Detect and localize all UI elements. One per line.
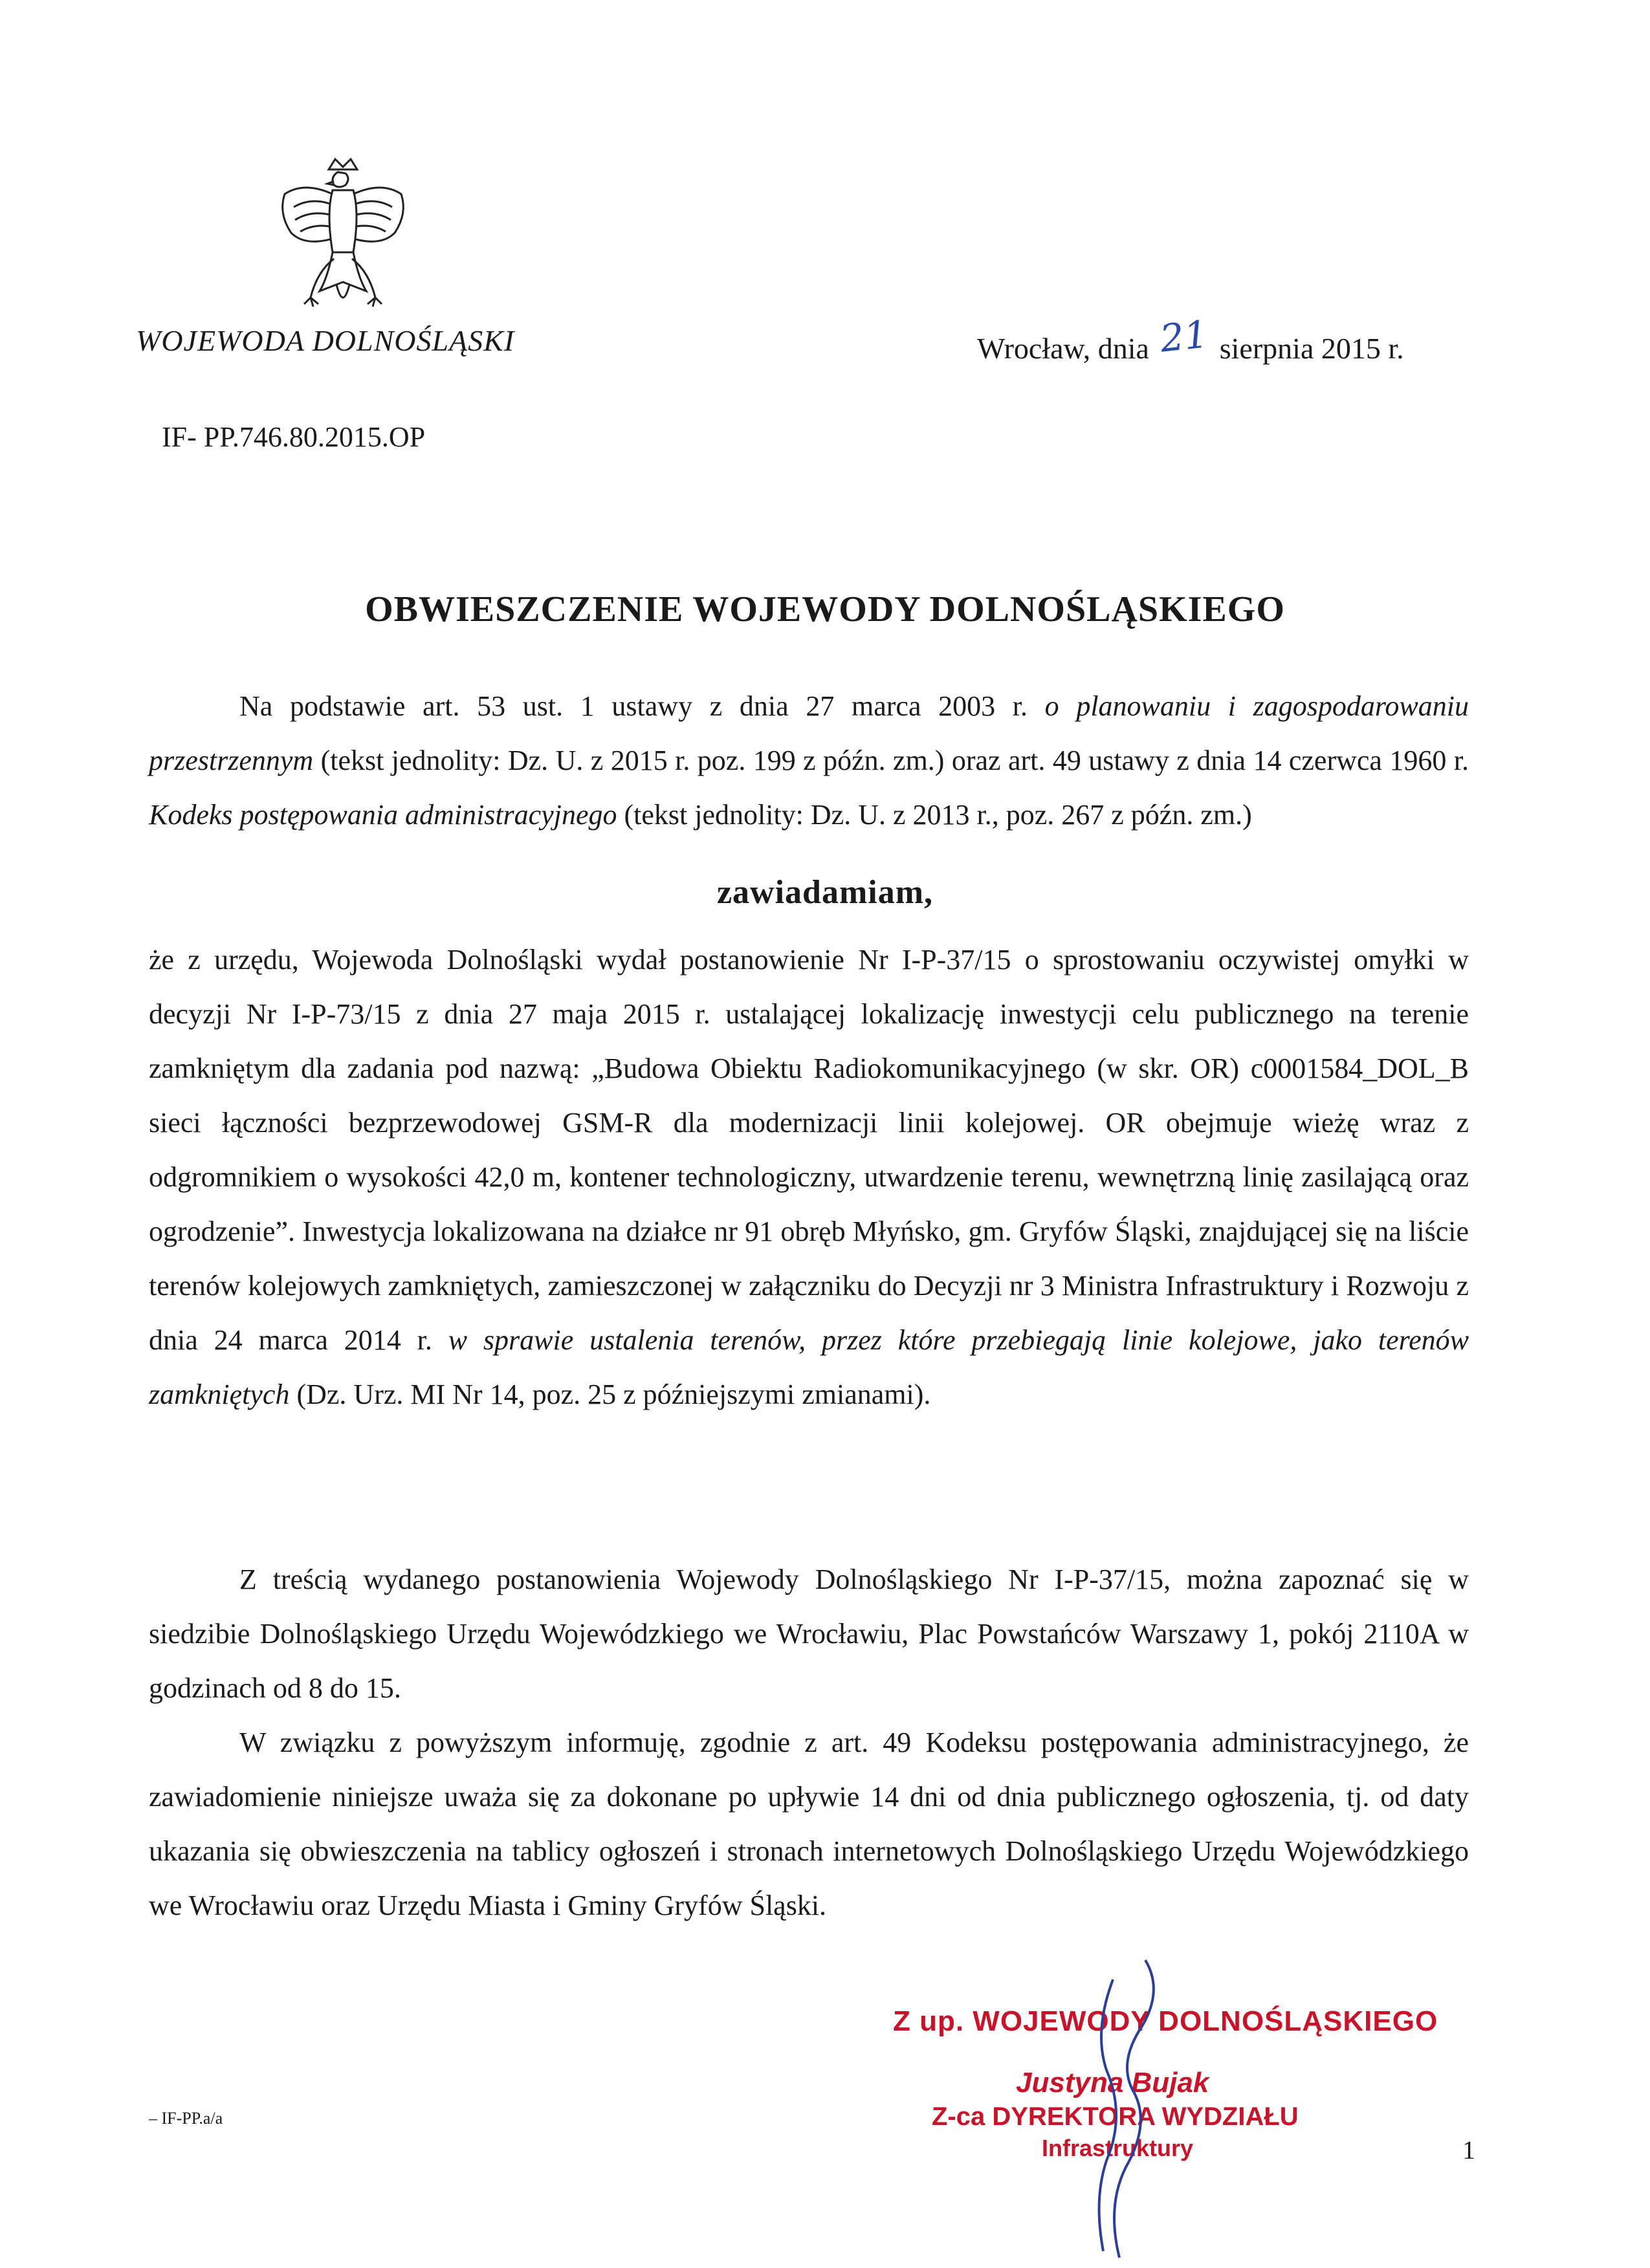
date-day-handwritten: 21 [1158,312,1211,361]
main-text-2: (Dz. Urz. MI Nr 14, poz. 25 z późniejszymi zmianami). [289,1379,931,1410]
main-decision-title: w sprawie ustalenia terenów, przez które przebiegają linie kolejowe, jako terenów zamkniętych [149,1324,1469,1410]
stamp-signatory-role: Z-ca DYREKTORA WYDZIAŁU [932,2102,1299,2131]
announcement-heading: zawiadamiam, [716,874,934,911]
date-prefix: Wrocław, dnia [977,332,1149,365]
stamp-department: Infrastruktury [1042,2135,1194,2161]
footnote-reference: – IF-PP.a/a [149,2109,223,2128]
intro-act-title-1: o planowaniu i zagospodarowaniu przestrzennym [149,690,1469,776]
main-paragraph [149,933,1469,1422]
handwritten-signature [1068,1954,1184,2264]
intro-text-2: (tekst jednolity: Dz. U. z 2015 r. poz. 199 z późn. zm.) oraz art. 49 ustawy z dnia 14 czerwca 1960 r. [313,745,1469,776]
document-title: OBWIESZCZENIE WOJEWODY DOLNOŚLĄSKIEGO [365,589,1285,629]
polish-eagle-emblem-icon [265,155,421,330]
main-text-1: że z urzędu, Wojewoda Dolnośląski wydał postanowienie Nr I-P-37/15 o sprostowaniu oczywistej omyłki w decyzji Nr I-P-73/15 z dnia 27 maja 2015 r. ustalającej lokalizację inwestycji celu publicznego na terenie zamkniętym dla zadania pod nazwą: „Budowa Obiektu Radiokomunikacyjnego (w skr. OR) c0001584_DOL_B sieci łączności bezprzewodowej GSM-R dla modernizacji linii kolejowej. OR obejmuje wieżę wraz z odgromnikiem o wysokości 42,0 m, kontener technologiczny, utwardzenie terenu, wewnętrzną linię zasilającą oraz ogrodzenie”. Inwestycja lokalizowana na działce nr 91 obręb Młyńsko, gm. Gryfów Śląski, znajdującej się na liście terenów kolejowych zamkniętych, zamieszczonej w załączniku do Decyzji nr 3 Ministra Infrastruktury i Rozwoju z dnia 24 marca 2014 r. [149,944,1469,1356]
intro-act-title-2: Kodeks postępowania administracyjnego [149,799,617,831]
document-date [977,312,1404,367]
page-number: 1 [1462,2135,1475,2164]
date-suffix: sierpnia 2015 r. [1219,332,1404,365]
stamp-authorization-line: Z up. WOJEWODY DOLNOŚLĄSKIEGO [893,2005,1438,2037]
reference-number: IF- PP.746.80.2015.OP [162,421,426,453]
issuer-name: WOJEWODA DOLNOŚLĄSKI [136,324,515,357]
stamp-signatory-name: Justyna Bujak [1016,2067,1209,2099]
notice-paragraph: W związku z powyższym informuję, zgodnie z art. 49 Kodeksu postępowania administracyjnego, że zawiadomienie niniejsze uważa się za dokonane po upływie 14 dni od dnia publicznego ogłoszenia, tj. od daty ukazania się obwieszczenia na tablicy ogłoszeń i stronach internetowych Dolnośląskiego Urzędu Wojewódzkiego we Wrocławiu oraz Urzędu Miasta i Gminy Gryfów Śląski. [149,1727,1469,1921]
intro-text-3: (tekst jednolity: Dz. U. z 2013 r., poz. 267 z późn. zm.) [617,799,1252,831]
access-paragraph: Z treścią wydanego postanowienia Wojewody Dolnośląskiego Nr I-P-37/15, można zapoznać się w siedzibie Dolnośląskiego Urzędu Wojewódzkiego we Wrocławiu, Plac Powstańców Warszawy 1, pokój 2110A w godzinach od 8 do 15. [149,1564,1469,1704]
intro-text-1: Na podstawie art. 53 ust. 1 ustawy z dnia 27 marca 2003 r. [239,690,1045,722]
intro-paragraph [149,679,1469,842]
